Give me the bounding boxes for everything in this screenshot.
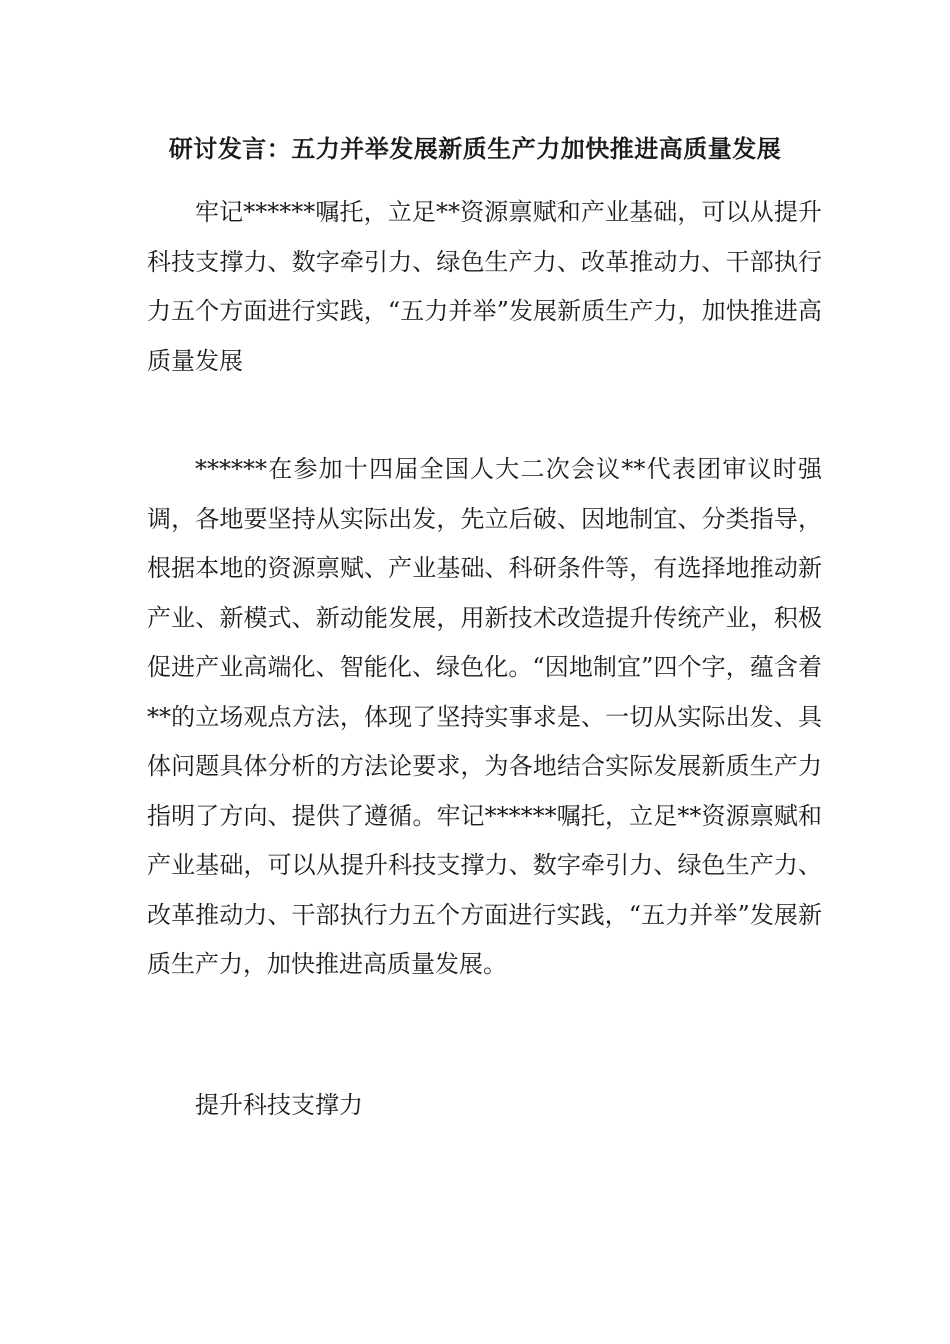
intro-paragraph: 牢记******嘱托，立足**资源禀赋和产业基础，可以从提升科技支撑力、数字牵引力、绿色生产力、改革推动力、干部执行力五个方面进行实践，“五力并举”发展新质生产力，加快推进高质量发展 — [147, 198, 822, 375]
document-title: 研讨发言：五力并举发展新质生产力加快推进高质量发展 — [168, 134, 782, 163]
section-heading: 提升科技支撑力 — [195, 1091, 363, 1119]
body-paragraph: ******在参加十四届全国人大二次会议**代表团审议时强调，各地要坚持从实际出发，先立后破、因地制宜、分类指导，根据本地的资源禀赋、产业基础、科研条件等，有选择地推动新产业、新模式、新动能发展，用新技术改造提升传统产业，积极促进产业高端化、智能化、绿色化。“因地制宜”四个字，蕴含着**的立场观点方法，体现了坚持实事求是、一切从实际出发、具体问题具体分析的方法论要求，为各地结合实际发展新质生产力指明了方向、提供了遵循。牢记******嘱托，立足**资源禀赋和产业基础，可以从提升科技支撑力、数字牵引力、绿色生产力、改革推动力、干部执行力五个方面进行实践，“五力并举”发展新质生产力，加快推进高质量发展。 — [147, 455, 822, 978]
